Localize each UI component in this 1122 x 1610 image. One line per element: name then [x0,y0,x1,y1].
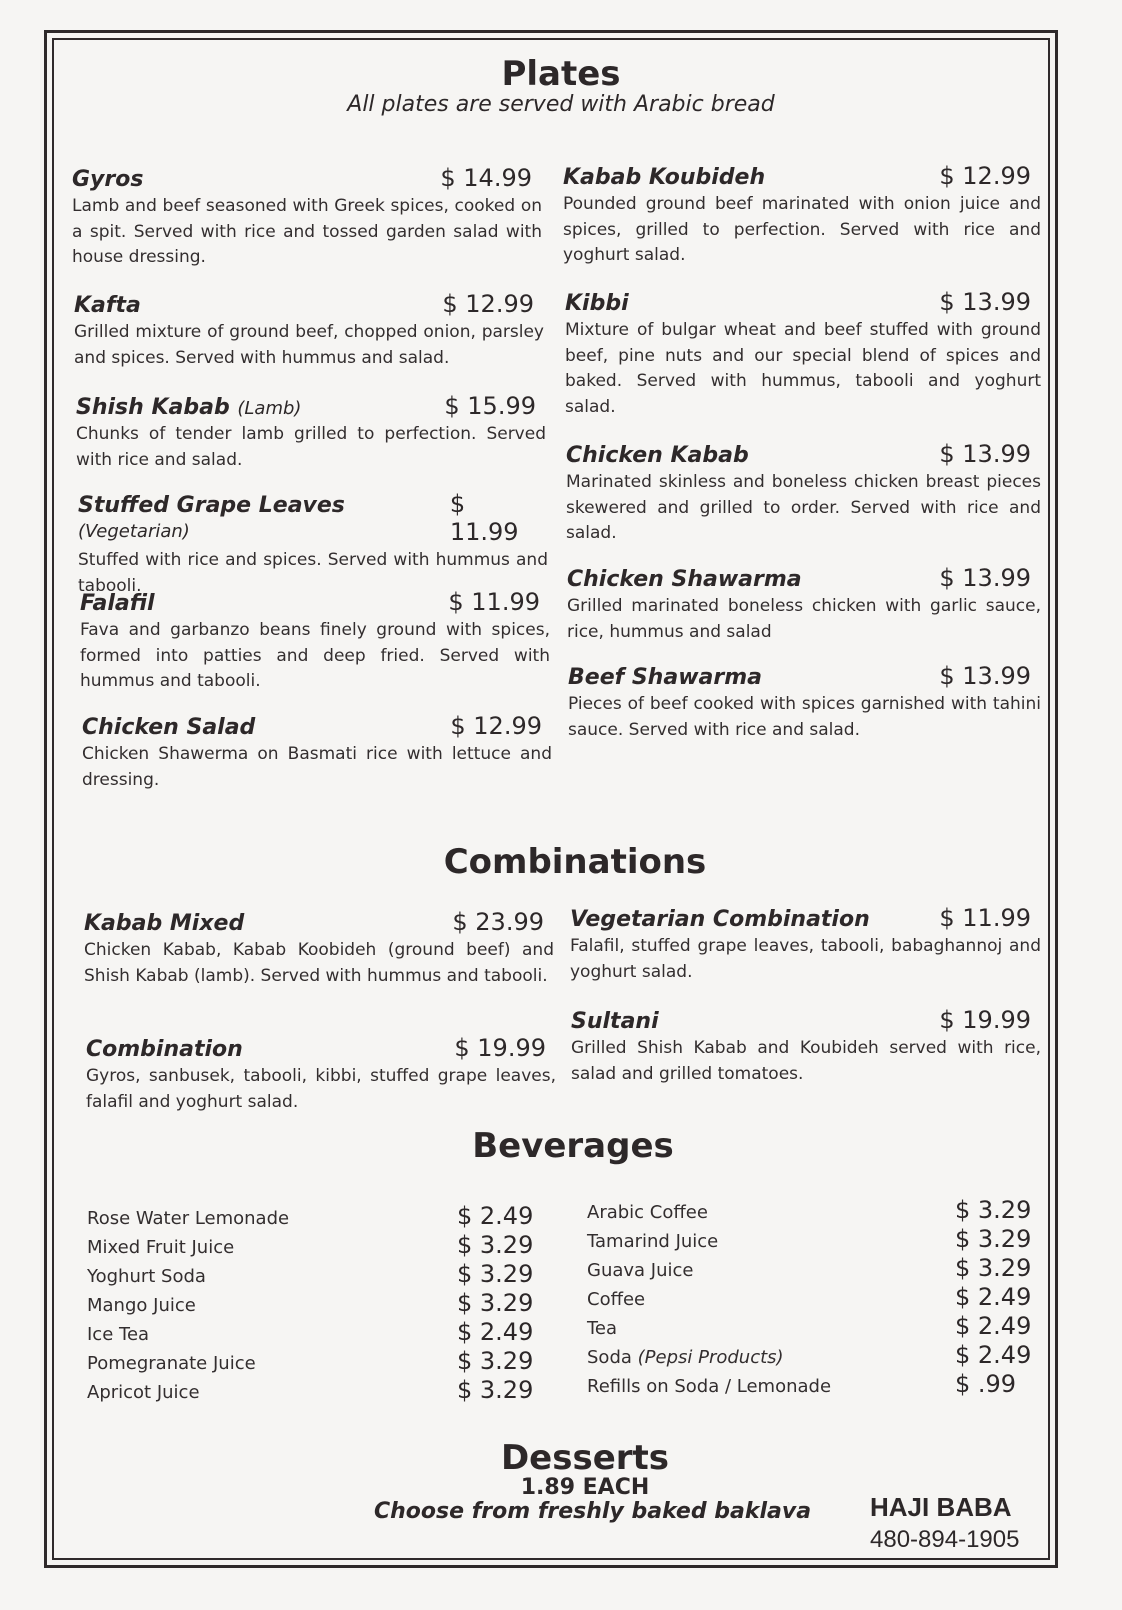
beverage-row [587,1370,1035,1399]
beverage-name: Ice Tea [87,1324,150,1345]
beverage-row [87,1202,537,1231]
beverage-name: Tea [587,1318,618,1339]
menu-item [566,440,1041,547]
item-price: $ 12.99 [939,162,1031,190]
beverage-row [587,1341,1035,1370]
item-price: $ 12.99 [442,290,534,318]
dessert-description: Choose from freshly baked baklava [374,1499,812,1524]
combinations-title: Combinations [443,842,707,882]
beverage-name: Refills on Soda / Lemonade [587,1376,832,1397]
item-name: Kibbi [565,291,629,316]
item-description: Chicken Shawerma on Basmati rice with lettuce and dressing. [82,744,552,790]
beverage-name: Yoghurt Soda [87,1266,206,1287]
beverage-name: Mango Juice [87,1295,196,1316]
item-description: Falafil, stuffed grape leaves, tabooli, babaghannoj and yoghurt salad. [570,936,1041,982]
menu-item [76,392,546,473]
item-description: Lamb and beef seasoned with Greek spices, cooked on a spit. Served with rice and tossed garden salad with house dressing. [72,196,542,267]
item-description: Marinated skinless and boneless chicken breast pieces skewered and grilled to order. Served with rice and salad. [566,472,1041,543]
item-price: $ 23.99 [452,908,544,936]
item-name: Shish Kabab (Lamb) [76,395,302,420]
beverage-price: $ .99 [955,1370,1017,1398]
beverage-price: $ 3.29 [457,1376,534,1404]
beverages-right-column [587,1196,1035,1399]
beverage-name: Pomegranate Juice [87,1353,256,1374]
beverage-price: $ 3.29 [955,1254,1032,1282]
plates-title: Plates [501,54,621,94]
item-price: $ 13.99 [939,440,1031,468]
beverage-price: $ 3.29 [457,1260,534,1288]
beverage-price: $ 3.29 [955,1225,1032,1253]
beverage-row [587,1196,1035,1225]
item-name: Kafta [74,293,141,318]
menu-item [82,712,552,793]
menu-item [72,164,542,271]
item-description: Fava and garbanzo beans finely ground with spices, formed into patties and deep fried. Served with hummus and tabooli. [80,620,550,691]
item-name: Gyros [72,167,144,192]
item-name: Chicken Salad [82,715,256,740]
beverage-price: $ 2.49 [457,1318,534,1346]
beverage-row [87,1260,537,1289]
beverage-row [87,1231,537,1260]
item-description: Grilled mixture of ground beef, chopped onion, parsley and spices. Served with hummus and salad. [74,322,544,368]
beverage-price: $ 2.49 [955,1312,1032,1340]
beverage-price: $ 3.29 [457,1231,534,1259]
item-name: Beef Shawarma [568,665,762,690]
menu-item [80,588,550,695]
item-price: $ 13.99 [939,662,1031,690]
item-name: Kabab Koubideh [563,165,766,190]
beverage-price: $ 3.29 [955,1196,1032,1224]
item-description: Stuffed with rice and spices. Served with hummus and tabooli. [78,550,548,596]
item-price: $ 11.99 [448,588,540,616]
beverage-name: Soda (Pepsi Products) [587,1347,784,1368]
beverage-row [87,1318,537,1347]
menu-item [563,162,1041,269]
beverage-row [87,1376,537,1405]
item-price: $ 19.99 [454,1034,546,1062]
item-name: Combination [86,1037,243,1062]
menu-item [571,1006,1041,1087]
item-price: $ 13.99 [939,288,1031,316]
desserts-title: Desserts [500,1438,670,1478]
beverage-row [87,1347,537,1376]
menu-item [568,662,1041,743]
menu-item [74,290,544,371]
beverage-price: $ 2.49 [457,1202,534,1230]
beverage-name: Apricot Juice [87,1382,200,1403]
item-price: $ 12.99 [450,712,542,740]
item-description: Chicken Kabab, Kabab Koobideh (ground beef) and Shish Kabab (lamb). Served with hummus and tabooli. [84,940,554,986]
beverage-row [587,1283,1035,1312]
beverage-row [587,1312,1035,1341]
item-description: Gyros, sanbusek, tabooli, kibbi, stuffed grape leaves, falafil and yoghurt salad. [86,1066,556,1112]
item-price: $ 11.99 [939,904,1031,932]
item-price: $ 11.99 [449,490,519,546]
restaurant-name: HAJI BABA [870,1492,1012,1522]
menu-item [567,564,1041,645]
item-price: $ 19.99 [939,1006,1031,1034]
item-description: Grilled Shish Kabab and Koubideh served with rice, salad and grilled tomatoes. [571,1038,1041,1084]
beverage-price: $ 3.29 [457,1289,534,1317]
item-price: $ 13.99 [939,564,1031,592]
dessert-price: 1.89 EACH [520,1475,650,1500]
item-name: Kabab Mixed [84,911,245,936]
item-name: Chicken Shawarma [567,567,802,592]
beverage-name: Guava Juice [587,1260,694,1281]
item-name: Stuffed Grape Leaves (Vegetarian) [78,493,345,542]
menu-item [84,908,554,989]
menu-item [570,904,1041,985]
item-description: Pounded ground beef marinated with onion juice and spices, grilled to perfection. Served with rice and yoghurt salad. [563,194,1041,265]
beverage-name: Arabic Coffee [587,1202,708,1223]
menu-item [86,1034,556,1115]
beverage-price: $ 2.49 [955,1341,1032,1369]
beverage-name: Tamarind Juice [587,1231,719,1252]
item-description: Grilled marinated boneless chicken with garlic sauce, rice, hummus and salad [567,596,1041,642]
item-price: $ 14.99 [440,164,532,192]
menu-item [565,288,1041,420]
item-name: Vegetarian Combination [570,907,870,932]
item-name: Falafil [80,591,155,616]
item-name: Chicken Kabab [566,443,749,468]
item-price: $ 15.99 [444,392,536,420]
beverage-price: $ 3.29 [457,1347,534,1375]
beverages-title: Beverages [472,1126,674,1166]
beverage-row [87,1289,537,1318]
beverage-name: Rose Water Lemonade [87,1208,290,1229]
item-description: Mixture of bulgar wheat and beef stuffed with ground beef, pine nuts and our special blend of spices and baked. Served with hummus, tabooli and yoghurt salad. [565,320,1041,417]
item-description: Pieces of beef cooked with spices garnished with tahini sauce. Served with rice and salad. [568,694,1041,740]
phone-number: 480-894-1905 [870,1526,1020,1553]
beverage-row [587,1254,1035,1283]
beverage-price: $ 2.49 [955,1283,1032,1311]
beverages-left-column [87,1202,537,1405]
menu-item [78,490,548,599]
beverage-name: Mixed Fruit Juice [87,1237,235,1258]
beverage-name: Coffee [587,1289,646,1310]
plates-subtitle: All plates are served with Arabic bread [347,92,775,117]
beverage-row [587,1225,1035,1254]
item-description: Chunks of tender lamb grilled to perfection. Served with rice and salad. [76,424,546,470]
item-name: Sultani [571,1009,659,1034]
